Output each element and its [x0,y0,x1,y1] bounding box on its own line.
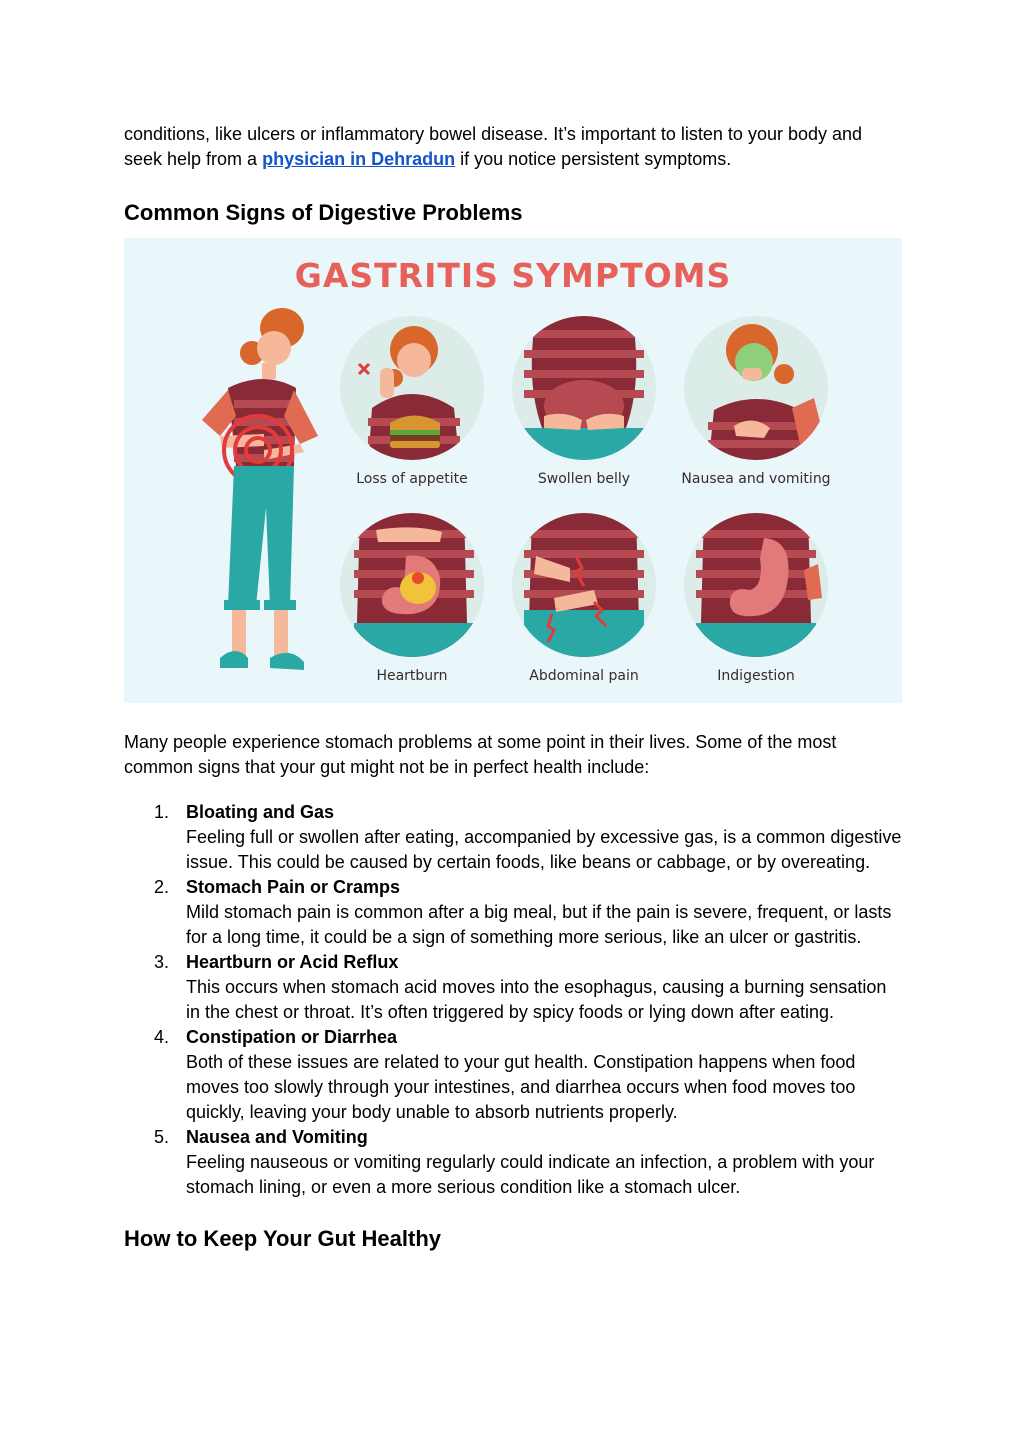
caption-nausea-and-vomiting: Nausea and vomiting [681,471,831,487]
list-item-title: Bloating and Gas [186,802,335,822]
list-item-title: Stomach Pain or Cramps [186,877,401,897]
list-item-title: Constipation or Diarrhea [186,1027,398,1047]
indigestion-illustration [684,513,828,663]
section-heading-common-signs: Common Signs of Digestive Problems [124,200,523,225]
list-item-description: Feeling nauseous or vomiting regularly could indicate an infection, a problem with your stomach lining, or even a more serious condition like a stomach ulcer. [186,1152,875,1197]
list-item-description: This occurs when stomach acid moves into the esophagus, causing a burning sensation in the chest or throat. It’s often triggered by spicy foods or lying down after eating. [186,977,887,1022]
lead-paragraph: Many people experience stomach problems at some point in their lives. Some of the most common signs that your gut might not be in perfect health include: [124,732,837,777]
list-item-number: 5. [154,1127,170,1147]
caption-abdominal-pain: Abdominal pain [529,668,639,684]
list-item [124,800,904,875]
caption-indigestion: Indigestion [717,668,795,684]
list-item [124,1125,904,1200]
list-item-description: Both of these issues are related to your gut health. Constipation happens when food moves too slowly through your intestines, and diarrhea occurs when food moves too quickly, leaving your body unable to absorb nutrients properly. [186,1052,856,1122]
list-item-description: Mild stomach pain is common after a big meal, but if the pain is severe, frequent, or lasts for a long time, it could be a sign of something more serious, like an ulcer or gastritis. [186,902,892,947]
digestive-signs-list [124,800,904,1200]
physician-link[interactable]: physician in Dehradun [262,149,456,169]
list-item-title: Nausea and Vomiting [186,1127,368,1147]
list-item-number: 1. [154,802,170,822]
intro-line-2-prefix: seek help from a [124,149,263,169]
list-item-description: Feeling full or swollen after eating, accompanied by excessive gas, is a common digestive issue. This could be caused by certain foods, like beans or cabbage, or by overeating. [186,827,902,872]
nausea-illustration [684,316,828,468]
intro-line-1: conditions, like ulcers or inflammatory bowel disease. It’s important to listen to your body and [124,124,863,144]
caption-heartburn: Heartburn [376,668,448,684]
list-item-number: 3. [154,952,170,972]
intro-line-2-suffix: if you notice persistent symptoms. [455,149,732,169]
heartburn-illustration [340,513,484,663]
infographic-title: GASTRITIS SYMPTOMS [294,256,732,295]
list-item-number: 2. [154,877,170,897]
list-item-title: Heartburn or Acid Reflux [186,952,399,972]
document-page [124,122,904,1253]
standing-woman-figure [202,308,318,670]
caption-swollen-belly: Swollen belly [537,471,631,487]
list-item [124,1025,904,1125]
caption-loss-of-appetite: Loss of appetite [356,471,468,487]
list-item [124,950,904,1025]
loss-of-appetite-illustration [340,316,484,468]
swollen-belly-illustration [512,316,656,468]
abdominal-pain-illustration [512,513,656,660]
section-heading-gut-health: How to Keep Your Gut Healthy [124,1226,441,1251]
gastritis-symptoms-infographic [124,238,902,703]
list-item [124,875,904,950]
intro-paragraph [124,122,904,172]
list-item-number: 4. [154,1027,170,1047]
